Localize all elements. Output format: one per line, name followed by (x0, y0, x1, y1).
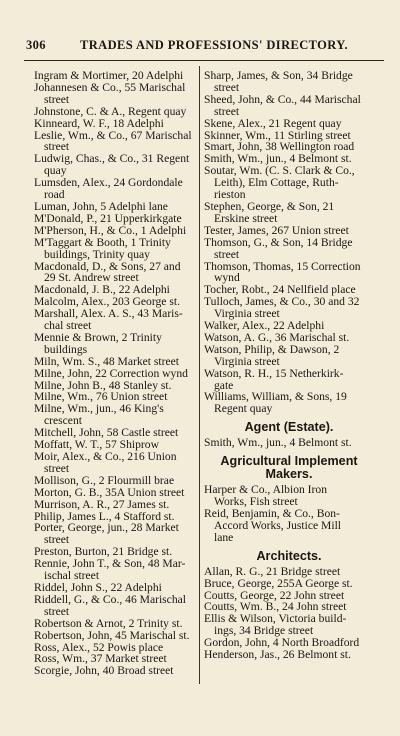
directory-entry (204, 437, 374, 449)
entry-continuation-line: rieston (214, 188, 246, 202)
entry-continuation-line: road (44, 188, 65, 202)
directory-entry (34, 332, 196, 356)
entry-name-line: Leslie, Wm., & Co., 67 Marischal (34, 128, 192, 142)
entry-name-line: Williams, William, & Sons, 19 (204, 390, 347, 404)
entry-name-line: Ross, Wm., 37 Market street (34, 652, 167, 666)
entry-name-line: Marshall, Alex. A. S., 43 Maris- (34, 307, 183, 321)
entry-name-line: Tocher, Robt., 24 Nellfield place (204, 283, 356, 297)
page-title: TRADES AND PROFESSIONS' DIRECTORY. (80, 38, 349, 52)
directory-entry (34, 522, 196, 546)
entry-name-line: Preston, Burton, 21 Bridge st. (34, 545, 173, 559)
directory-entry (34, 356, 196, 368)
directory-entry (34, 225, 196, 237)
directory-entry (204, 391, 374, 415)
entry-continuation-line: Accord Works, Justice Mill (214, 518, 342, 532)
header-rule (24, 60, 384, 61)
entry-name-line: Stephen, George, & Son, 21 (204, 199, 335, 213)
entry-name-line: Moir, Alex., & Co., 216 Union (34, 450, 177, 463)
entry-name-line: Allan, R. G., 21 Bridge street (204, 564, 341, 578)
directory-entry (204, 649, 374, 661)
architects-entries (204, 566, 374, 661)
directory-entry (34, 106, 196, 118)
entry-name-line: Riddel, John S., 22 Adelphi (34, 580, 162, 594)
directory-entry (34, 499, 196, 511)
directory-entry (204, 165, 374, 201)
entry-name-line: Miln, Wm. S., 48 Market street (34, 354, 180, 368)
directory-entry (204, 344, 374, 368)
heading-line: Makers. (265, 467, 313, 482)
entry-name-line: Ellis & Wilson, Victoria build- (204, 612, 347, 626)
directory-entry (34, 261, 196, 285)
entry-continuation-line: street (214, 80, 240, 94)
entry-name-line: Smart, John, 38 Wellington road (204, 140, 355, 154)
directory-entry (204, 578, 374, 590)
section-heading-architects: Architects. (256, 548, 322, 563)
directory-entry (34, 118, 196, 130)
entry-name-line: Bruce, George, 255A George st. (204, 576, 353, 590)
entry-name-line: Watson, A. G., 36 Marischal st. (204, 330, 350, 344)
entry-continuation-line: Regent quay (214, 402, 273, 416)
entry-name-line: Smith, Wm., jun., 4 Belmont st. (204, 152, 352, 166)
entry-name-line: Mitchell, John, 58 Castle street (34, 426, 179, 440)
entry-continuation-line: ischal street (44, 569, 100, 583)
directory-entry (34, 237, 196, 261)
directory-entry (34, 618, 196, 630)
entry-name-line: Milne, John, 22 Correction wynd (34, 366, 188, 380)
directory-entry (204, 368, 374, 392)
entry-name-line: Milne, Wm., 76 Union street (34, 390, 168, 404)
page-header (22, 38, 384, 58)
directory-entry (204, 225, 374, 237)
entry-name-line: Coutts, Wm. B., 24 John street (204, 600, 347, 614)
heading-line: Agricultural Implement (220, 454, 358, 469)
entry-name-line: Morton, G. B., 35A Union street (34, 485, 185, 499)
entry-name-line: Milne, John B., 48 Stanley st. (34, 378, 172, 392)
directory-entry (204, 201, 374, 225)
directory-entry (204, 70, 374, 94)
column-divider (199, 66, 200, 684)
directory-entry (34, 153, 196, 177)
entry-name-line: Macdonald, J. B., 22 Adelphi (34, 283, 170, 297)
entry-continuation-line: buildings (44, 342, 88, 356)
entry-name-line: Johannesen & Co., 55 Marischal (34, 80, 186, 94)
entry-name-line: M'Taggart & Booth, 1 Trinity (34, 235, 171, 249)
entry-continuation-line: quay (44, 164, 67, 178)
entry-name-line: Rennie, John T., & Son, 48 Mar- (34, 557, 186, 571)
entry-name-line: Milne, Wm., jun., 46 King's (34, 402, 164, 416)
entry-continuation-line: gate (214, 378, 234, 392)
directory-entry (204, 94, 374, 118)
entry-name-line: Ross, Alex., 52 Powis place (34, 640, 164, 654)
directory-entry (34, 630, 196, 642)
directory-entry (204, 237, 374, 261)
entry-name-line: Lumsden, Alex., 24 Gordondale (34, 176, 183, 190)
entry-name-line: Philip, James L., 4 Stafford st. (34, 509, 175, 523)
entry-name-line: Scorgie, John, 40 Broad street (34, 664, 174, 678)
directory-entry (34, 487, 196, 499)
directory-entry (34, 177, 196, 201)
entry-name-line: Porter, George, jun., 28 Market (34, 521, 179, 535)
entry-continuation-line: Erskine street (214, 211, 278, 225)
directory-entry (34, 130, 196, 154)
entry-name-line: Malcolm, Alex., 203 George st. (34, 295, 180, 309)
entry-name-line: Tester, James, 267 Union street (204, 223, 349, 237)
entry-name-line: Soutar, Wm. (C. S. Clark & Co., (204, 164, 355, 178)
entry-name-line: Luman, John, 5 Adelphi lane (34, 199, 168, 213)
directory-entry (204, 484, 374, 508)
entry-continuation-line: 29 St. Andrew street (44, 271, 139, 285)
directory-entry (34, 665, 196, 677)
entry-name-line: Mennie & Brown, 2 Trinity (34, 330, 162, 344)
directory-entry (34, 308, 196, 332)
entry-continuation-line: street (44, 604, 70, 618)
entry-continuation-line: Virginia street (214, 307, 280, 321)
directory-entry (204, 118, 374, 130)
left-column (34, 70, 196, 677)
directory-entry (34, 475, 196, 487)
directory-entry (34, 368, 196, 380)
entry-name-line: Skinner, Wm., 11 Stirling street (204, 128, 351, 142)
entry-name-line: Thomson, Thomas, 15 Correction (204, 259, 361, 273)
entry-name-line: Murrison, A. R., 27 James st. (34, 497, 170, 511)
right-column (204, 70, 374, 661)
directory-entry (204, 296, 374, 320)
directory-entry (34, 594, 196, 618)
entry-name-line: Henderson, Jas., 26 Belmont st. (204, 648, 351, 662)
entry-continuation-line: wynd (214, 271, 240, 285)
entry-name-line: Thomson, G., & Son, 14 Bridge (204, 235, 353, 249)
agent-entries (204, 437, 374, 449)
entry-continuation-line: Works, Fish street (214, 495, 298, 509)
entry-continuation-line: chal street (44, 319, 92, 333)
entry-name-line: Sheed, John, & Co., 44 Marischal (204, 92, 361, 106)
entry-continuation-line: street (44, 533, 70, 547)
directory-entry (34, 82, 196, 106)
entry-name-line: Johnstone, C. & A., Regent quay (34, 104, 187, 118)
entry-name-line: Reid, Benjamin, & Co., Bon- (204, 507, 340, 520)
entry-name-line: Mollison, G., 2 Flourmill brae (34, 473, 175, 487)
directory-entry (34, 451, 196, 475)
entry-name-line: Harper & Co., Albion Iron (204, 483, 328, 497)
entry-name-line: Riddell, G., & Co., 46 Marischal (34, 592, 186, 606)
entry-continuation-line: street (44, 92, 70, 106)
directory-entry (204, 508, 374, 544)
entry-name-line: Watson, Philip, & Dawson, 2 (204, 342, 340, 356)
entry-name-line: M'Pherson, H., & Co., 1 Adelphi (34, 223, 187, 237)
entry-name-line: Robertson, John, 45 Marischal st. (34, 628, 190, 642)
entry-continuation-line: lane (214, 530, 234, 544)
entry-name-line: Ludwig, Chas., & Co., 31 Regent (34, 152, 190, 166)
entry-continuation-line: buildings, Trinity quay (44, 247, 150, 261)
section-heading-agent: Agent (Estate). (244, 420, 334, 435)
entry-name-line: Walker, Alex., 22 Adelphi (204, 319, 325, 333)
entry-continuation-line: ings, 34 Bridge street (214, 624, 314, 638)
entry-name-line: Smith, Wm., jun., 4 Belmont st. (204, 436, 352, 450)
directory-entry (204, 261, 374, 285)
directory-entry (34, 558, 196, 582)
entry-continuation-line: street (44, 140, 70, 154)
entry-continuation-line: crescent (44, 414, 82, 428)
entry-name-line: Skene, Alex., 21 Regent quay (204, 116, 342, 130)
entry-name-line: Tulloch, James, & Co., 30 and 32 (204, 295, 360, 309)
entry-continuation-line: street (214, 247, 240, 261)
entry-name-line: Moffatt, W. T., 57 Shiprow (34, 438, 159, 452)
entry-name-line: M'Donald, P., 21 Upperkirkgate (34, 211, 182, 225)
entry-continuation-line: street (44, 461, 70, 475)
entry-continuation-line: Virginia street (214, 354, 280, 368)
directory-entry (204, 613, 374, 637)
directory-entry (204, 566, 374, 578)
directory-entry (34, 213, 196, 225)
page-number: 306 (26, 38, 46, 52)
entry-continuation-line: street (214, 104, 240, 118)
right-column-entries (204, 70, 374, 415)
entry-name-line: Macdonald, D., & Sons, 27 and (34, 259, 181, 273)
entry-name-line: Sharp, James, & Son, 34 Bridge (204, 69, 353, 82)
entry-name-line: Robertson & Arnot, 2 Trinity st. (34, 616, 183, 630)
entry-continuation-line: Leith), Elm Cottage, Ruth- (214, 176, 339, 190)
section-heading-agricultural (204, 455, 374, 481)
entry-name-line: Ingram & Mortimer, 20 Adelphi (34, 69, 184, 82)
entry-name-line: Kinneard, W. F., 18 Adelphi (34, 116, 164, 130)
directory-entry (34, 403, 196, 427)
entry-name-line: Coutts, George, 22 John street (204, 588, 345, 602)
entry-name-line: Watson, R. H., 15 Netherkirk- (204, 366, 344, 380)
agricultural-entries (204, 484, 374, 544)
entry-name-line: Gordon, John, 4 North Broadford (204, 636, 360, 650)
